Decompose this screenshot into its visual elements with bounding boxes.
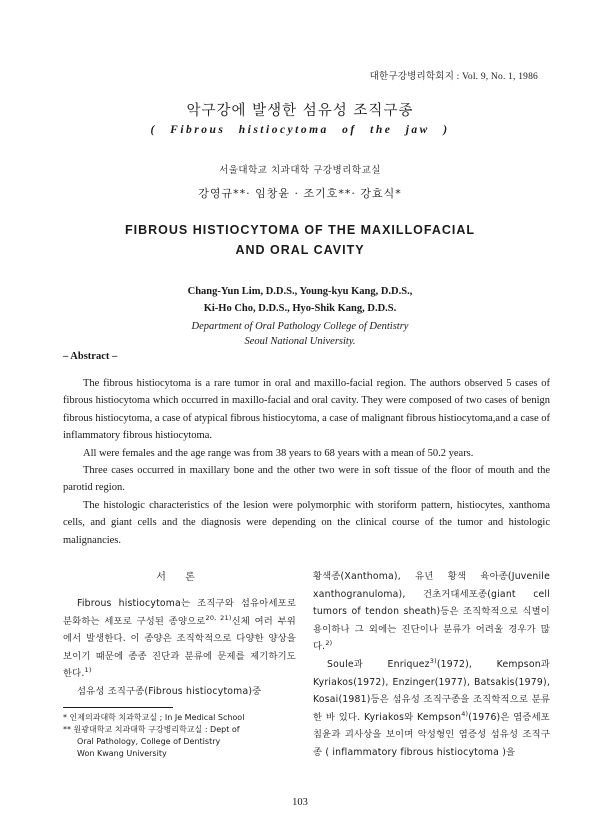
citation: 1) [84, 666, 92, 675]
department [0, 319, 600, 349]
body-text: (1972), Kempson과 Kyriakos(1972), Enzinger(1977), Batsakis(1979), Kosai(1981)등은 섬유성 조직구종을 조직학적으로 분류한 바 있다. Kyriakos와 Kempson [313, 658, 550, 723]
citation: 2) [325, 639, 333, 648]
abstract-paragraph: All were females and the age range was from 38 years to 68 years with a mean of 50.2 years. [83, 447, 474, 459]
body-paragraph [313, 568, 550, 656]
body-left-column [63, 568, 296, 760]
citation: 4) [461, 709, 469, 718]
abstract-paragraph: The histologic characteristics of the lesion were polymorphic with storiform pattern, histiocytes, xanthoma cells, and giant cells and the diagnosis were depending on the clinical course of the tumor and histologic malignancies. [63, 499, 550, 546]
title-korean: 악구강에 발생한 섬유성 조직구종 [186, 103, 414, 119]
title-english-parenthetical: ( Fibrous histiocytoma of the jaw ) [150, 124, 450, 136]
citation: 3) [429, 656, 437, 665]
body-paragraph [63, 595, 296, 683]
footnote-divider [63, 707, 173, 708]
footnote-2-line2: Oral Pathology, College of Dentistry [77, 736, 221, 746]
citation: 20, 21) [205, 613, 232, 622]
affiliation-korean: 서울대학교 치과대학 구강병리학교실 [219, 165, 381, 176]
journal-header: 대한구강병리학회지 : Vol. 9, No. 1, 1986 [369, 72, 538, 82]
body-text: Soule과 Enriquez [327, 658, 430, 670]
abstract-paragraph: Three cases occurred in maxillary bone and the other two were in soft tissue of the floor of mouth and the parotid region. [63, 465, 550, 494]
footnote-1: * 인제의과대학 치과학교실 ; In Je Medical School [63, 712, 245, 722]
department-line2: Seoul National University. [244, 336, 356, 347]
body-text: 신체 여러 부위에서 발생한다. 이 종양은 조직학적으로 다양한 양상을 보이기 때문에 종종 진단과 분류에 문제를 제기하기도 한다. [63, 615, 296, 680]
footnote-2-line1: ** 원광대학교 치과대학 구강병리학교실 : Dept of [63, 724, 240, 734]
body-paragraph [313, 656, 550, 762]
page-number: 103 [292, 797, 308, 808]
body-paragraph: 섬유성 조직구종(Fibrous histiocytoma)중 [77, 685, 262, 697]
abstract-heading: – Abstract – [63, 351, 118, 362]
title-english-line1: FIBROUS HISTIOCYTOMA OF THE MAXILLOFACIAL [124, 223, 476, 237]
footnote-2-line3: Won Kwang University [77, 748, 167, 758]
abstract-body [63, 375, 550, 549]
authors-english-line1: Chang-Yun Lim, D.D.S., Young-kyu Kang, D.D.S., [187, 286, 413, 297]
abstract-paragraph: The fibrous histiocytoma is a rare tumor in oral and maxillo-facial region. The authors observed 5 cases of fibrous histiocytoma which occurred in maxillo-facial and oral cavity. They were composed of two cases of benign fibrous histiocytoma, a case of atypical fibrous histiocytoma, a case of malignant fibrous histiocytoma,and a case of inflammatory fibrous histiocytoma. [63, 378, 550, 442]
department-line1: Department of Oral Pathology College of Dentistry [191, 321, 409, 332]
body-text: (1976)은 염증세포 침윤과 괴사상을 보이며 악성형인 염증성 섬유성 조직구종 ( inflammatory fibrous histiocytoma )을 [313, 711, 550, 758]
section-heading-introduction: 서 론 [156, 572, 203, 583]
footnotes [63, 712, 296, 760]
authors-english-line2: Ki-Ho Cho, D.D.S., Hyo-Shik Kang, D.D.S. [203, 303, 397, 314]
title-english [0, 220, 600, 260]
authors-korean: 강영규**· 임창윤 · 조기호**· 강효식* [198, 187, 402, 200]
body-right-column [313, 568, 550, 762]
body-text: 황색종(Xanthoma), 유년 황색 육아종(Juvenile xanthogranuloma), 건초거대세포종(giant cell tumors of tendon sheath)등은 조직학적으로 식별이 용이하나 그 외에는 진단이나 분류가 어려울 경우가 많다. [313, 571, 550, 653]
body-text: Fibrous histiocytoma는 조직구와 섬유아세포로 분화하는 세포로 구성된 종양으로 [63, 598, 296, 627]
authors-english [0, 283, 600, 317]
title-english-line2: AND ORAL CAVITY [235, 243, 365, 257]
